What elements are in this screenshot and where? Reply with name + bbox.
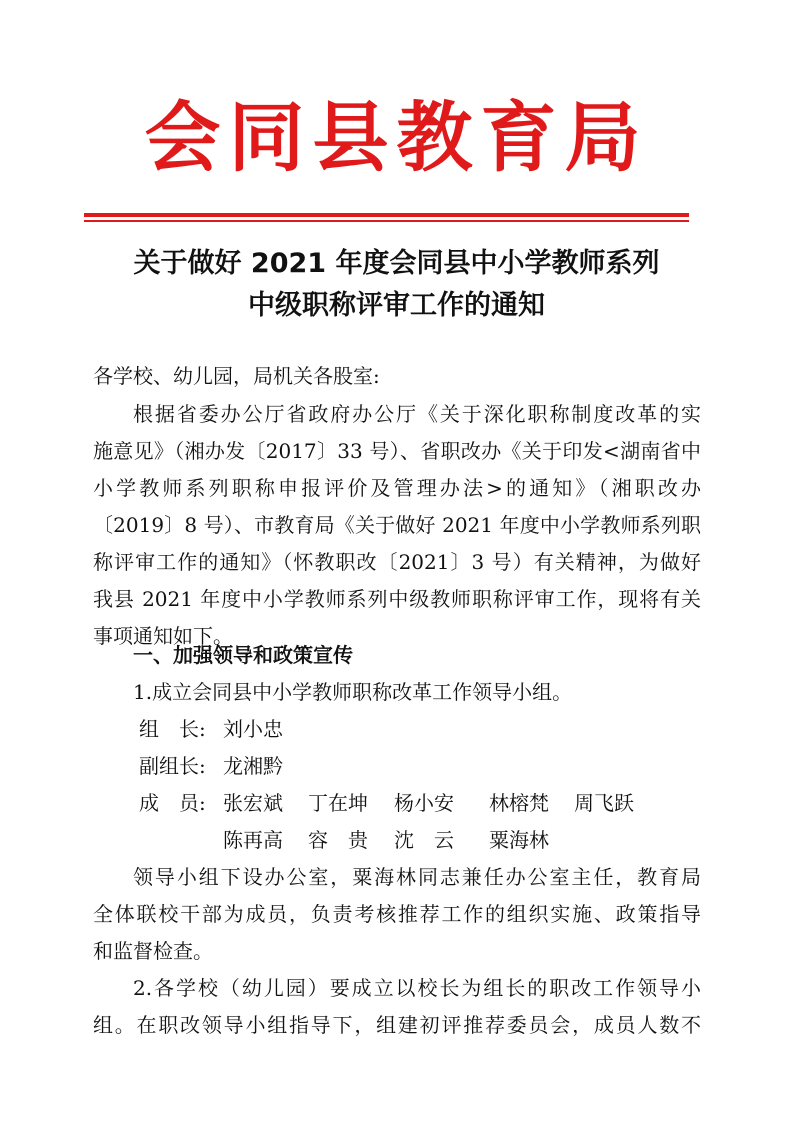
leader-name: 刘小忠 — [223, 717, 283, 741]
paragraph-3-line: 组。在职改领导小组指导下，组建初评推荐委员会，成员人数不 — [93, 1013, 701, 1037]
deputy-label: 副组长: — [139, 754, 206, 778]
leader-label: 组 长: — [139, 717, 206, 741]
paragraph-1-line: 施意见》（湘办发〔2017〕33 号）、省职改办《关于印发<湖南省中 — [93, 439, 701, 463]
member-name: 沈 云 — [394, 828, 454, 852]
header-rule-thin — [84, 220, 689, 222]
paragraph-2-line: 领导小组下设办公室，粟海林同志兼任办公室主任，教育局 — [133, 865, 701, 889]
members-label: 成 员: — [139, 791, 206, 815]
member-name: 容 贵 — [308, 828, 368, 852]
paragraph-2-line: 全体联校干部为成员，负责考核推荐工作的组织实施、政策指导 — [93, 902, 701, 926]
section-1-heading: 一、加强领导和政策宣传 — [133, 643, 353, 667]
document-title-line-1: 关于做好 2021 年度会同县中小学教师系列 — [133, 248, 660, 279]
paragraph-1-line: 〔2019〕8 号）、市教育局《关于做好 2021 年度中小学教师系列职 — [93, 513, 701, 537]
deputy-name: 龙湘黔 — [223, 754, 283, 778]
member-name: 粟海林 — [489, 828, 549, 852]
paragraph-1-line: 称评审工作的通知》（怀教职改〔2021〕3 号）有关精神，为做好 — [93, 550, 701, 574]
paragraph-1-line: 小学教师系列职称申报评价及管理办法>的通知》（湘职改办 — [93, 476, 701, 500]
paragraph-1-line: 事项通知如下。 — [93, 624, 233, 648]
paragraph-1-line: 根据省委办公厅省政府办公厅《关于深化职称制度改革的实 — [133, 402, 701, 426]
paragraph-2-line: 和监督检查。 — [93, 939, 213, 963]
document-title-line-2: 中级职称评审工作的通知 — [248, 290, 545, 321]
member-name: 杨小安 — [394, 791, 454, 815]
member-name: 陈再高 — [223, 828, 283, 852]
member-name: 周飞跃 — [574, 791, 634, 815]
header-rule-thick — [84, 213, 689, 217]
item-1: 1.成立会同县中小学教师职称改革工作领导小组。 — [133, 680, 573, 704]
paragraph-1-line: 我县 2021 年度中小学教师系列中级教师职称评审工作，现将有关 — [93, 587, 701, 611]
member-name: 张宏斌 — [223, 791, 283, 815]
member-name: 丁在坤 — [308, 791, 368, 815]
member-name: 林榕梵 — [489, 791, 549, 815]
paragraph-3-line: 2.各学校（幼儿园）要成立以校长为组长的职改工作领导小 — [133, 976, 701, 1000]
salutation: 各学校、幼儿园，局机关各股室: — [93, 364, 380, 388]
issuer-header: 会同县教育局 — [144, 93, 649, 182]
